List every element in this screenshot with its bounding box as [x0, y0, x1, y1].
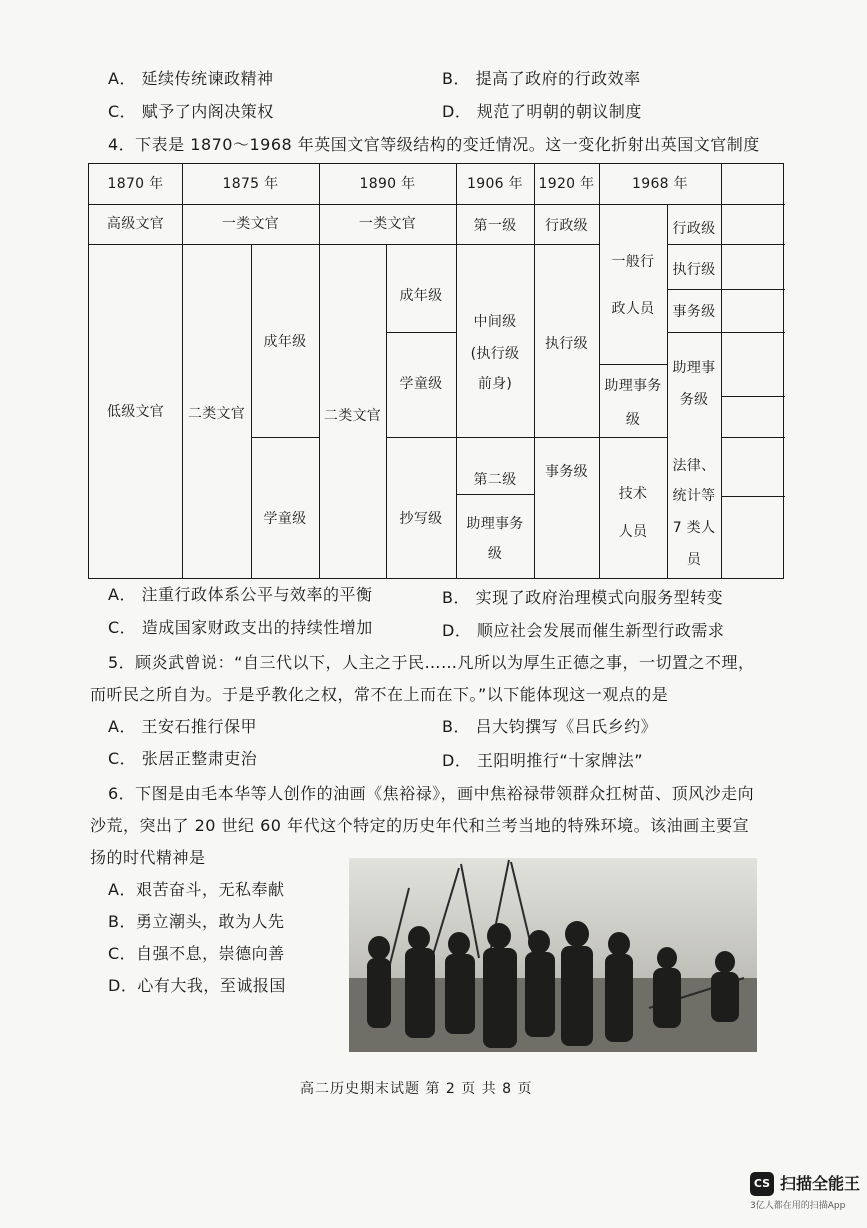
cell-1968-assistant-2: 级: [625, 412, 641, 428]
cell-1968-asst-clerical: 助理事: [672, 360, 716, 376]
q3-option-d: D． 规范了明朝的朝议制度: [442, 102, 642, 121]
cell-1890-class2: 二类文官: [323, 408, 382, 424]
cell-1968-legal-2: 统计等: [672, 488, 716, 504]
cell-1968-clerical: 事务级: [672, 304, 716, 320]
q5-option-c: C． 张居正整肃吏治: [108, 749, 258, 768]
cell-1870-junior: 低级文官: [106, 404, 165, 420]
q6-option-d: D．心有大我，至诚报国: [108, 976, 286, 995]
q6-line2: 沙荒，突出了 20 世纪 60 年代这个特定的历史年代和兰考当地的特殊环境。该油画主要宣: [90, 816, 750, 835]
year-1890: 1890 年: [359, 176, 416, 192]
cell-1875-adult: 成年级: [263, 334, 307, 350]
q4-option-d: D． 顺应社会发展而催生新型行政需求: [442, 621, 725, 640]
cell-1890-class1: 一类文官: [358, 216, 417, 232]
cell-1968-admin: 行政级: [672, 221, 716, 237]
cell-1968-tech-2: 人员: [618, 524, 648, 540]
q5-option-b: B． 吕大钧撰写《吕氏乡约》: [442, 717, 658, 736]
cell-1875-class2: 二类文官: [187, 406, 246, 422]
year-1875: 1875 年: [222, 176, 279, 192]
jiao-yulu-painting: [349, 858, 757, 1052]
q5-line2: 而听民之所自为。于是乎教化之权，常不在上而在下。”以下能体现这一观点的是: [90, 685, 669, 704]
cell-1968-exec: 执行级: [672, 262, 716, 278]
cell-1920-exec: 执行级: [545, 336, 588, 352]
q6-line1: 6．下图是由毛本华等人创作的油画《焦裕禄》，画中焦裕禄带领群众扛树苗、顶风沙走向: [108, 784, 755, 803]
q6-option-a: A．艰苦奋斗，无私奉献: [108, 880, 285, 899]
cell-1875-class1: 一类文官: [221, 216, 280, 232]
year-1870: 1870 年: [107, 176, 164, 192]
q4-option-b: B． 实现了政府治理模式向服务型转变: [442, 588, 724, 607]
q4-stem: 4．下表是 1870～1968 年英国文官等级结构的变迁情况。这一变化折射出英国文官制度: [108, 135, 760, 154]
page-footer: 高二历史期末试题 第 2 页 共 8 页: [300, 1081, 533, 1097]
q3-option-b: B． 提高了政府的行政效率: [442, 69, 641, 88]
year-1906: 1906 年: [467, 176, 523, 192]
cell-1906-assistant-2: 级: [487, 546, 503, 562]
cell-1968-legal-4: 员: [686, 552, 702, 568]
cell-1968-general-2: 政人员: [611, 301, 655, 317]
cell-1968-assistant: 助理事务: [604, 378, 662, 394]
cell-1906-first: 第一级: [473, 218, 517, 234]
cell-1920-admin: 行政级: [545, 218, 588, 234]
q6-option-c: C．自强不息，崇德向善: [108, 944, 285, 963]
civil-service-table: [88, 163, 784, 579]
q5-option-d: D． 王阳明推行“十家牌法”: [442, 751, 643, 770]
cell-1875-boy: 学童级: [263, 511, 307, 527]
cell-1870-senior: 高级文官: [106, 216, 165, 232]
cell-1968-legal: 法律、: [672, 458, 716, 474]
cell-1968-tech: 技术: [618, 486, 648, 502]
q3-option-c: C． 赋予了内阁决策权: [108, 102, 274, 121]
cell-1890-adult: 成年级: [399, 288, 443, 304]
q5-option-a: A． 王安石推行保甲: [108, 717, 258, 736]
year-1968: 1968 年: [632, 176, 688, 192]
cell-1906-middle-3: 前身): [477, 376, 513, 392]
cell-1968-legal-3: 7 类人: [672, 520, 716, 536]
scanner-watermark: [750, 1170, 860, 1216]
q4-option-a: A． 注重行政体系公平与效率的平衡: [108, 585, 373, 604]
cell-1906-second: 第二级: [473, 472, 517, 488]
year-1920: 1920 年: [538, 176, 595, 192]
q6-line3: 扬的时代精神是: [90, 848, 206, 867]
q6-option-b: B．勇立潮头，敢为人先: [108, 912, 285, 931]
cell-1906-middle-2: (执行级: [470, 346, 520, 362]
cell-1920-clerical: 事务级: [545, 464, 588, 480]
cell-1890-copyist: 抄写级: [399, 511, 443, 527]
brand-name: 扫描全能王: [780, 1174, 861, 1193]
cs-logo-icon: CS: [750, 1172, 774, 1196]
q4-option-c: C． 造成国家财政支出的持续性增加: [108, 618, 373, 637]
cell-1890-boy: 学童级: [399, 376, 443, 392]
q3-option-a: A． 延续传统谏政精神: [108, 69, 274, 88]
cell-1968-general: 一般行: [611, 254, 655, 270]
cell-1906-assistant: 助理事务: [466, 516, 524, 532]
cell-1906-middle: 中间级: [473, 314, 517, 330]
cell-1968-asst-clerical-2: 务级: [679, 392, 709, 408]
q5-line1: 5．顾炎武曾说：“自三代以下，人主之于民……凡所以为厚生正德之事，一切置之不理，: [108, 653, 755, 672]
brand-tagline: 3亿人都在用的扫描App: [750, 1201, 846, 1211]
